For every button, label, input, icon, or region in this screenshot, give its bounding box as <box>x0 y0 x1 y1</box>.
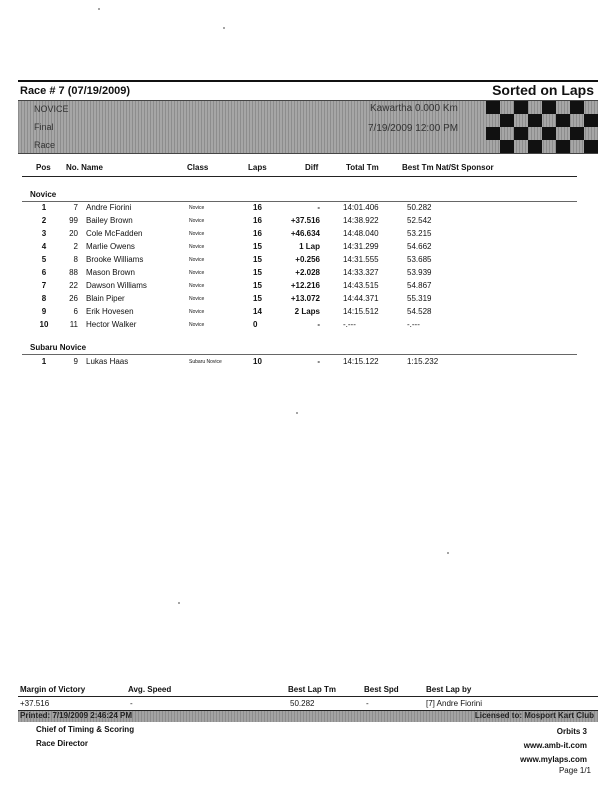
cell-name: Blain Piper <box>86 294 125 303</box>
cell-pos: 5 <box>41 255 47 264</box>
cell-no: 8 <box>73 255 78 264</box>
cell-diff: 2 Laps <box>294 307 320 316</box>
cell-total: 14:31.555 <box>343 255 379 264</box>
cell-no: 88 <box>69 268 78 277</box>
cell-pos: 6 <box>41 268 47 277</box>
scan-speck <box>178 602 180 604</box>
cell-no: 11 <box>69 320 78 329</box>
table-row <box>0 307 611 319</box>
cell-pos: 3 <box>41 229 47 238</box>
cell-pos: 9 <box>41 307 47 316</box>
printed-timestamp: Printed: 7/19/2009 2:46:24 PM <box>20 711 133 720</box>
cell-laps: 15 <box>253 255 262 264</box>
cell-total: 14:15.512 <box>343 307 379 316</box>
cell-class: Subaru Novice <box>189 359 222 365</box>
scan-speck <box>98 8 100 10</box>
cell-diff: - <box>317 320 320 329</box>
cell-total: 14:43.515 <box>343 281 379 290</box>
website-mylaps: www.mylaps.com <box>520 755 587 764</box>
margin-value: +37.516 <box>20 699 50 708</box>
cell-best: -.--- <box>407 320 420 329</box>
cell-name: Bailey Brown <box>86 216 133 225</box>
cell-pos: 1 <box>41 203 47 212</box>
column-laps: Laps <box>248 163 267 172</box>
cell-best: 1:15.232 <box>407 357 439 366</box>
cell-class: Novice <box>189 231 205 237</box>
cell-diff: +46.634 <box>290 229 320 238</box>
cell-name: Brooke Williams <box>86 255 144 264</box>
column-diff: Diff <box>305 163 319 172</box>
cell-total: 14:33.327 <box>343 268 379 277</box>
table-row <box>0 255 611 267</box>
cell-class: Novice <box>189 296 205 302</box>
banner-class: NOVICE <box>34 104 69 114</box>
cell-laps: 16 <box>253 229 262 238</box>
cell-class: Novice <box>189 309 205 315</box>
cell-no: 22 <box>69 281 78 290</box>
website-amb: www.amb-it.com <box>523 741 587 750</box>
cell-pos: 7 <box>41 281 47 290</box>
page-number: Page 1/1 <box>558 766 591 775</box>
race-title: Race # 7 (07/19/2009) <box>20 85 131 97</box>
scan-speck <box>447 552 449 554</box>
column-total: Total Tm <box>346 163 379 172</box>
avg-speed-label: Avg. Speed <box>128 685 172 694</box>
cell-best: 50.282 <box>407 203 432 212</box>
best-lap-by-value: [7] Andre Fiorini <box>426 699 483 708</box>
table-row <box>0 294 611 306</box>
software-name: Orbits 3 <box>556 727 587 736</box>
cell-total: 14:38.922 <box>343 216 379 225</box>
group-rule <box>22 354 577 355</box>
cell-class: Novice <box>189 218 205 224</box>
best-lap-by-label: Best Lap by <box>426 685 472 694</box>
cell-laps: 15 <box>253 294 262 303</box>
cell-best: 52.542 <box>407 216 432 225</box>
cell-class: Novice <box>189 322 205 328</box>
cell-diff: +12.216 <box>290 281 320 290</box>
cell-total: 14:31.299 <box>343 242 379 251</box>
cell-name: Erik Hovesen <box>86 307 134 316</box>
group-label: Subaru Novice <box>30 343 87 352</box>
race-banner <box>18 100 598 154</box>
cell-no: 20 <box>69 229 78 238</box>
cell-diff: +13.072 <box>290 294 320 303</box>
banner-datetime: 7/19/2009 12:00 PM <box>368 123 459 134</box>
cell-no: 2 <box>73 242 78 251</box>
table-row <box>0 281 611 293</box>
column-class: Class <box>187 163 209 172</box>
cell-diff: 1 Lap <box>299 242 320 251</box>
cell-name: Lukas Haas <box>86 357 129 366</box>
best-lap-tm-label: Best Lap Tm <box>288 685 337 694</box>
cell-name: Hector Walker <box>86 320 137 329</box>
cell-laps: 15 <box>253 268 262 277</box>
cell-name: Andre Fiorini <box>86 203 132 212</box>
group-rule <box>22 201 577 202</box>
column-no-name: No. Name <box>66 163 103 172</box>
banner-session: Final <box>34 122 54 132</box>
cell-pos: 8 <box>41 294 47 303</box>
cell-pos: 4 <box>41 242 47 251</box>
licensed-to: Licensed to: Mosport Kart Club <box>474 711 594 720</box>
cell-laps: 10 <box>253 357 262 366</box>
table-row <box>0 357 611 369</box>
cell-best: 54.528 <box>407 307 432 316</box>
cell-no: 26 <box>69 294 78 303</box>
sorted-label: Sorted on Laps <box>492 82 594 98</box>
cell-diff: +2.028 <box>295 268 320 277</box>
cell-name: Cole McFadden <box>86 229 143 238</box>
scan-speck <box>296 412 298 414</box>
cell-diff: +0.256 <box>295 255 320 264</box>
table-row <box>0 203 611 215</box>
cell-diff: +37.516 <box>290 216 320 225</box>
table-row <box>0 242 611 254</box>
cell-name: Mason Brown <box>86 268 135 277</box>
column-pos: Pos <box>36 163 51 172</box>
print-bar <box>18 711 598 722</box>
avg-speed-value: - <box>130 699 133 708</box>
cell-laps: 16 <box>253 216 262 225</box>
cell-total: 14:44.371 <box>343 294 379 303</box>
cell-class: Novice <box>189 244 205 250</box>
best-spd-label: Best Spd <box>364 685 399 694</box>
cell-best: 54.867 <box>407 281 432 290</box>
margin-of-victory-label: Margin of Victory <box>20 685 86 694</box>
race-director-label: Race Director <box>36 739 89 748</box>
cell-class: Novice <box>189 257 205 263</box>
cell-laps: 15 <box>253 281 262 290</box>
cell-no: 7 <box>73 203 78 212</box>
column-best-sponsor: Best Tm Nat/St Sponsor <box>402 163 494 172</box>
cell-name: Marlie Owens <box>86 242 135 251</box>
table-row <box>0 216 611 228</box>
header-rule <box>22 176 577 177</box>
cell-diff: - <box>317 203 320 212</box>
cell-best: 53.939 <box>407 268 432 277</box>
cell-best: 53.215 <box>407 229 432 238</box>
group-label: Novice <box>30 190 57 199</box>
cell-class: Novice <box>189 205 205 211</box>
banner-track: Kawartha 0.000 Km <box>370 103 458 114</box>
cell-class: Novice <box>189 283 205 289</box>
cell-pos: 1 <box>41 357 47 366</box>
cell-no: 6 <box>73 307 78 316</box>
cell-no: 9 <box>73 357 78 366</box>
banner-type: Race <box>34 140 56 150</box>
best-spd-value: - <box>366 699 369 708</box>
table-row <box>0 268 611 280</box>
cell-best: 55.319 <box>407 294 432 303</box>
cell-total: 14:48.040 <box>343 229 379 238</box>
cell-best: 53.685 <box>407 255 432 264</box>
cell-laps: 16 <box>253 203 262 212</box>
cell-diff: - <box>317 357 320 366</box>
cell-total: 14:01.406 <box>343 203 379 212</box>
cell-pos: 10 <box>39 320 49 329</box>
cell-name: Dawson Williams <box>86 281 147 290</box>
chief-of-timing-label: Chief of Timing & Scoring <box>36 725 135 734</box>
cell-total: -.--- <box>343 320 356 329</box>
cell-total: 14:15.122 <box>343 357 379 366</box>
table-row <box>0 320 611 332</box>
cell-laps: 14 <box>253 307 262 316</box>
footer-rule <box>18 696 598 697</box>
cell-class: Novice <box>189 270 205 276</box>
cell-no: 99 <box>69 216 78 225</box>
cell-best: 54.662 <box>407 242 432 251</box>
cell-laps: 0 <box>253 320 258 329</box>
cell-pos: 2 <box>41 216 47 225</box>
cell-laps: 15 <box>253 242 262 251</box>
scan-speck <box>223 27 225 29</box>
best-lap-tm-value: 50.282 <box>290 699 315 708</box>
table-row <box>0 229 611 241</box>
checkered-flag-icon <box>486 101 598 153</box>
